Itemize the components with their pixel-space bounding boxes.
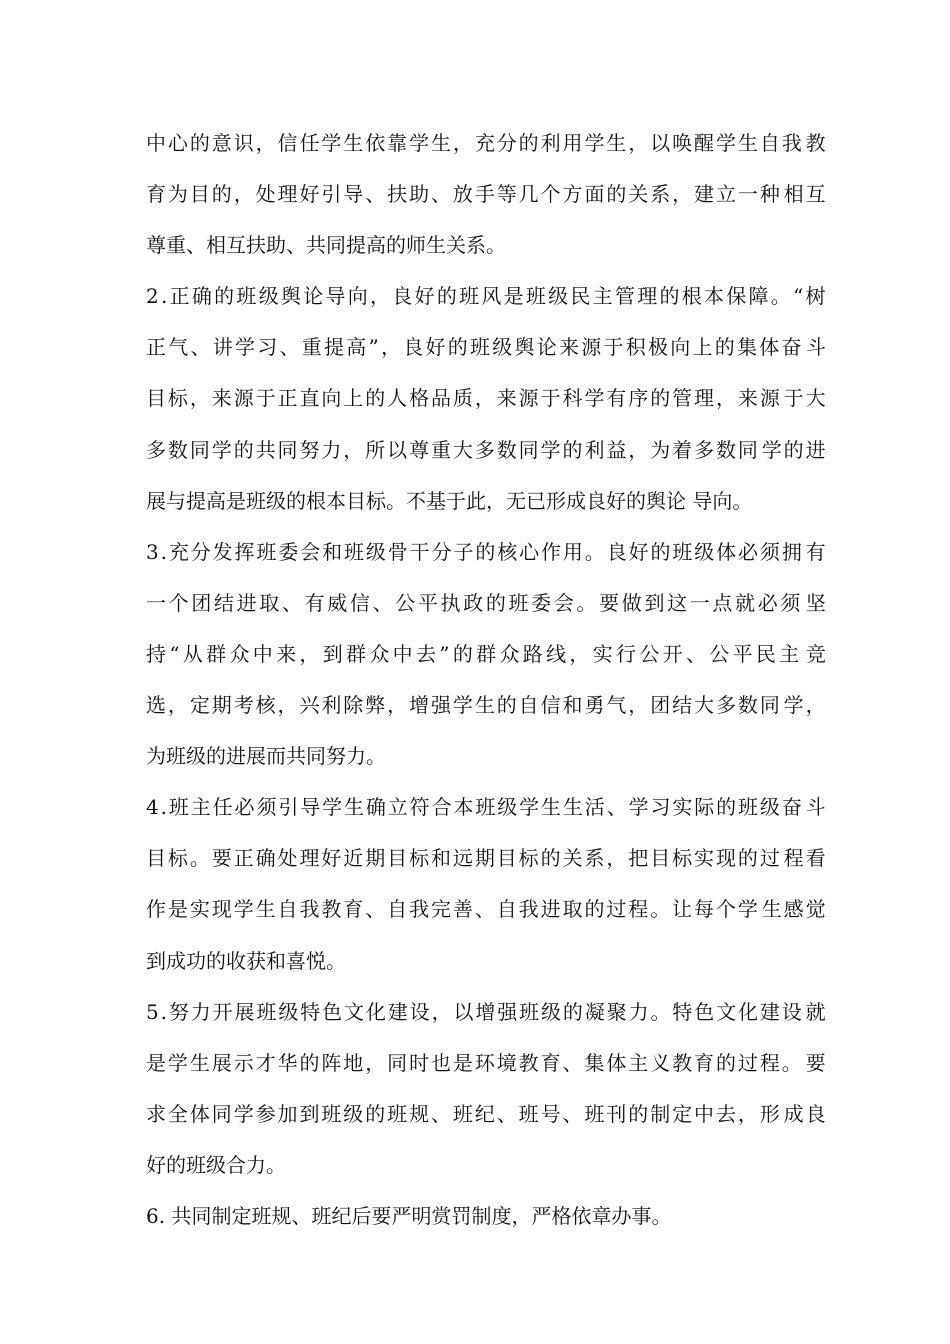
- line-text: 选 ， 定 期 考 核 ， 兴 利 除 弊 ， 增 强 学 生 的 自 信 和 勇 气 ， 团 结 大 多 数 同 学 ，: [146, 693, 826, 718]
- line-text: 3 . 充 分 发 挥 班 委 会 和 班 级 骨 干 分 子 的 核 心 作 用 。 良 好 的 班 级 体 必 须 拥 有: [146, 539, 826, 564]
- line-text: 作 是 实 现 学 生 自 我 教 育 、 自 我 完 善 、 自 我 进 取 的 过 程 。 让 每 个 学 生 感 觉: [146, 897, 826, 922]
- line-text: 好的班级合力。: [146, 1152, 286, 1177]
- text-line: [146, 1038, 826, 1089]
- text-line: [146, 731, 826, 782]
- text-line: [146, 322, 826, 373]
- line-text: 为班级的进展而共同努力。: [146, 744, 386, 769]
- text-line: [146, 884, 826, 935]
- text-line: [146, 987, 826, 1038]
- line-text: 到成功的收获和喜悦。: [146, 948, 346, 973]
- text-line: [146, 782, 826, 833]
- line-text: 4 . 班 主 任 必 须 引 导 学 生 确 立 符 合 本 班 级 学 生 生 活 、 学 习 实 际 的 班 级 奋 斗: [146, 795, 826, 820]
- text-line: [146, 169, 826, 220]
- text-line: [146, 373, 826, 424]
- line-text: 尊重、相互扶助、共同提高的师生关系。: [146, 233, 506, 258]
- line-text: 育 为 目 的 ， 处 理 好 引 导 、 扶 助 、 放 手 等 几 个 方 面 的 关 系 ， 建 立 一 种 相 互: [146, 182, 826, 207]
- text-line: [146, 578, 826, 629]
- line-text: 5 . 努 力 开 展 班 级 特 色 文 化 建 设 ， 以 增 强 班 级 的 凝 聚 力 。 特 色 文 化 建 设 就: [146, 999, 826, 1024]
- text-line: [146, 1089, 826, 1140]
- line-text: 目 标 ， 来 源 于 正 直 向 上 的 人 格 品 质 ， 来 源 于 科 学 有 序 的 管 理 ， 来 源 于 大: [146, 386, 826, 411]
- line-text: 正 气 、 讲 学 习 、 重 提 高 ” ， 良 好 的 班 级 舆 论 来 源 于 积 极 向 上 的 集 体 奋 斗: [146, 335, 826, 360]
- text-line: [146, 833, 826, 884]
- text-line: [146, 1191, 826, 1242]
- text-line: [146, 680, 826, 731]
- text-line: [146, 476, 826, 527]
- text-line: [146, 936, 826, 987]
- text-line: [146, 425, 826, 476]
- text-line: [146, 527, 826, 578]
- text-line: [146, 271, 826, 322]
- text-line: [146, 1140, 826, 1191]
- line-text: 多 数 同 学 的 共 同 努 力 ， 所 以 尊 重 大 多 数 同 学 的 利 益 ， 为 着 多 数 同 学 的 进: [146, 437, 826, 462]
- line-text: 求 全 体 同 学 参 加 到 班 级 的 班 规 、 班 纪 、 班 号 、 班 刊 的 制 定 中 去 ， 形 成 良: [146, 1101, 826, 1126]
- line-text: 是 学 生 展 示 才 华 的 阵 地 ， 同 时 也 是 环 境 教 育 、 集 体 主 义 教 育 的 过 程 。 要: [146, 1050, 826, 1075]
- line-text: 持 “ 从 群 众 中 来 ， 到 群 众 中 去 ” 的 群 众 路 线 ， 实 行 公 开 、 公 平 民 主 竞: [146, 641, 826, 666]
- line-text: 6. 共同制定班规、班纪后要严明赏罚制度，严格依章办事。: [146, 1203, 672, 1228]
- line-text: 中 心 的 意 识 ， 信 任 学 生 依 靠 学 生 ， 充 分 的 利 用 学 生 ， 以 唤 醒 学 生 自 我 教: [146, 131, 826, 155]
- line-text: 展与提高是班级的根本目标。不基于此，无已形成良好的舆论 导向。: [146, 488, 753, 513]
- text-line: [146, 629, 826, 680]
- body-text: [146, 118, 826, 1242]
- text-line: [146, 220, 826, 271]
- line-text: 一 个 团 结 进 取 、 有 威 信 、 公 平 执 政 的 班 委 会 。 要 做 到 这 一 点 就 必 须 坚: [146, 590, 826, 615]
- text-line: [146, 118, 826, 169]
- line-text: 目 标 。 要 正 确 处 理 好 近 期 目 标 和 远 期 目 标 的 关 系 ， 把 目 标 实 现 的 过 程 看: [146, 846, 826, 871]
- line-text: 2 . 正 确 的 班 级 舆 论 导 向 ， 良 好 的 班 风 是 班 级 民 主 管 理 的 根 本 保 障 。 “ 树: [146, 284, 826, 309]
